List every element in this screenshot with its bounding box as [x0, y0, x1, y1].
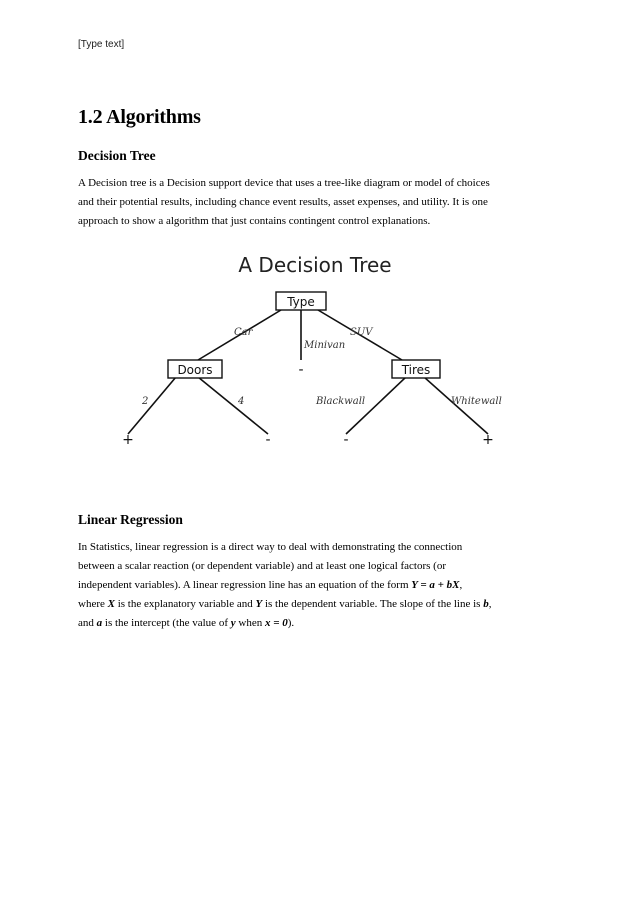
paragraph-line: and their potential results, including chance event results, asset expenses, and utility. It is one: [78, 196, 488, 208]
leaf-2: +: [122, 432, 134, 448]
text-run: is the dependent variable. The slope of the line is: [262, 598, 484, 610]
text-run: is the explanatory variable and: [114, 598, 256, 610]
section-title: 1.2 Algorithms: [78, 106, 201, 128]
regression-equation: Y = a + bX: [411, 579, 460, 591]
edge-2-line: [128, 377, 176, 434]
decision-tree-diagram: [118, 244, 528, 454]
linear-regression-paragraph: [78, 538, 568, 633]
text-run: is the intercept (the value of: [102, 617, 231, 629]
text-run: and: [78, 617, 97, 629]
edge-minivan-label: Minivan: [304, 340, 346, 351]
decision-tree-paragraph: [78, 174, 568, 231]
leaf-whitewall: +: [482, 432, 494, 448]
variable-y: Y: [255, 598, 263, 610]
linear-regression-heading: Linear Regression: [78, 512, 183, 527]
node-type-label: Type: [287, 295, 315, 309]
node-tires-label: Tires: [401, 363, 431, 377]
node-doors-label: Doors: [177, 363, 213, 377]
paragraph-line: In Statistics, linear regression is a direct way to deal with demonstrating the connection: [78, 541, 463, 553]
text-run: when: [235, 617, 265, 629]
variable-b: b: [483, 598, 489, 610]
edge-whitewall-label: Whitewall: [451, 396, 502, 407]
variable-lower-y: y: [230, 617, 236, 629]
variable-x: X: [107, 598, 115, 610]
edge-2-label: 2: [142, 396, 149, 407]
paragraph-line: [78, 614, 568, 633]
text-run: ,: [459, 579, 463, 591]
text-run: ).: [287, 617, 295, 629]
edge-suv-label: SUV: [350, 327, 373, 338]
leaf-4: -: [265, 432, 271, 448]
text-run: independent variables). A linear regression line has an equation of the form: [78, 579, 412, 591]
leaf-blackwall: -: [343, 432, 349, 448]
paragraph-line: [78, 576, 568, 595]
figure-title: A Decision Tree: [238, 253, 392, 277]
edge-blackwall-label: Blackwall: [316, 396, 366, 407]
decision-tree-heading: Decision Tree: [78, 148, 156, 163]
edge-4-label: 4: [238, 396, 245, 407]
paragraph-line: [78, 595, 568, 614]
text-run: ,: [488, 598, 492, 610]
paragraph-line: between a scalar reaction (or dependent variable) and at least one logical factors (or: [78, 560, 447, 572]
minivan-leaf: -: [298, 362, 304, 378]
edge-4-line: [198, 377, 268, 434]
page-header: [Type text]: [78, 39, 125, 50]
paragraph-line: A Decision tree is a Decision support device that uses a tree-like diagram or model of choices: [78, 177, 490, 189]
edge-car-label: Car: [234, 327, 253, 338]
paragraph-line: approach to show a algorithm that just contains contingent control explanations.: [78, 215, 431, 227]
x-equals-zero: x = 0: [264, 617, 288, 629]
text-run: where: [78, 598, 108, 610]
variable-a: a: [96, 617, 103, 629]
decision-tree-figure: [118, 244, 528, 454]
